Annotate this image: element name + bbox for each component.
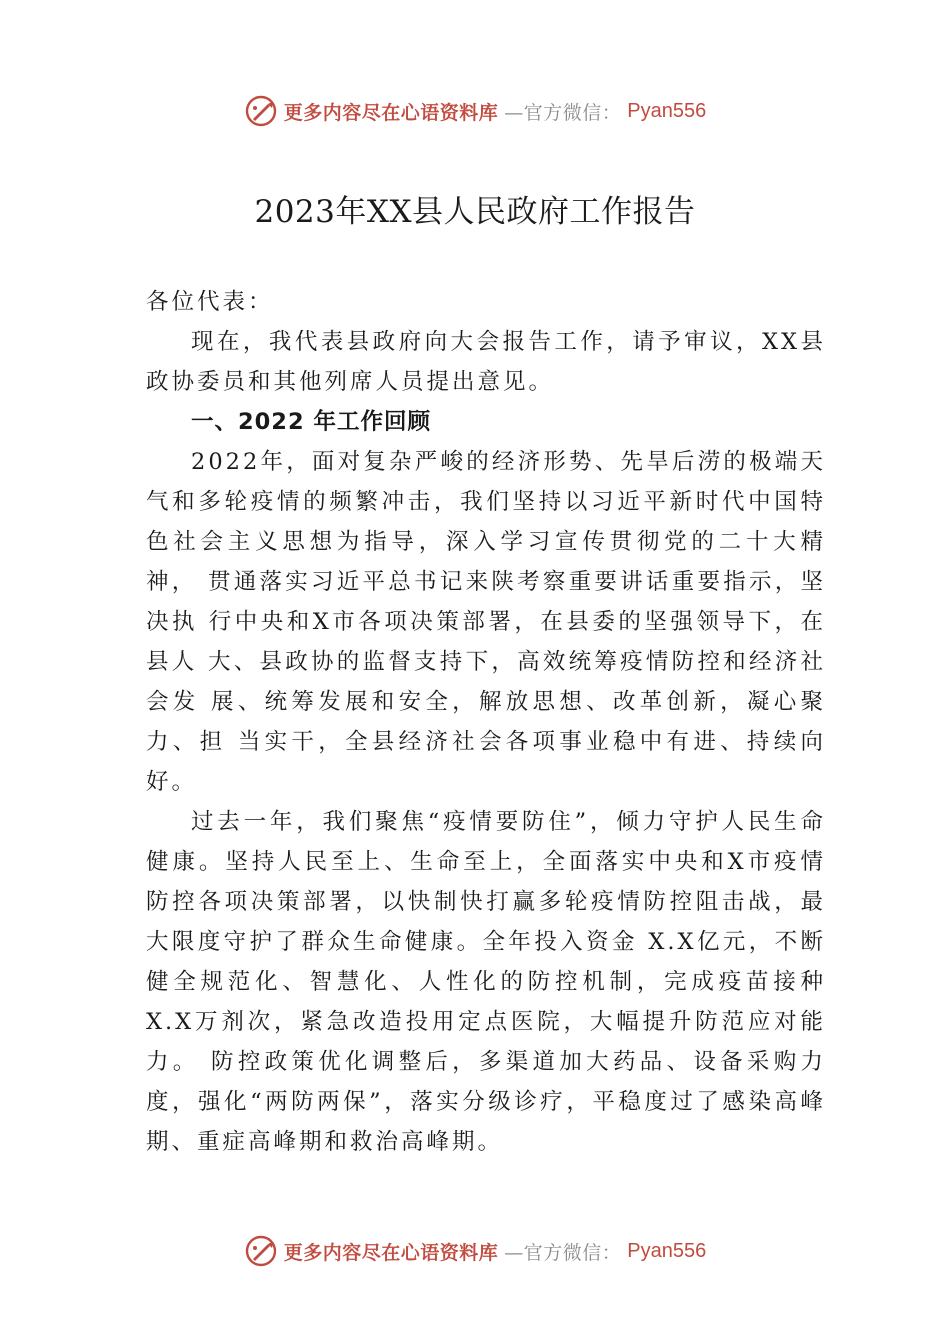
intro-paragraph: 现在，我代表县政府向大会报告工作，请予审议，XX县政协委员和其他列席人员提出意见。 bbox=[146, 329, 826, 395]
section-heading: 一、2022 年工作回顾 bbox=[191, 409, 431, 435]
watermark-contact-label: —官方微信： bbox=[504, 101, 622, 124]
document-title: 2023年XX县人民政府工作报告 bbox=[254, 194, 696, 230]
watermark-contact-label: —官方微信： bbox=[504, 1241, 622, 1264]
watermark-wechat-id: Pyan556 bbox=[627, 1239, 707, 1262]
document-body bbox=[146, 282, 826, 1162]
quill-logo-icon bbox=[244, 1234, 278, 1268]
watermark-text: 更多内容尽在心语资料库 bbox=[283, 1241, 499, 1264]
paragraph-2: 过去一年，我们聚焦“疫情要防住”，倾力守护人民生命健康。坚持人民至上、生命至上，全面落实中央和X市疫情防控各项决策部署，以快制快打赢多轮疫情防控阻击战，最大限度守护了群众生命健康。全年投入资金 X.X亿元，不断健全规范化、智慧化、人性化的防控机制，完成疫苗接种 X.X万剂次，紧急改造投用定点医院，大幅提升防范应对能力。 防控政策优化调整后，多渠道加大药品、设备采购力度，强化“两防两保”，落实分级诊疗，平稳度过了感染高峰期、重症高峰期和救治高峰期。 bbox=[146, 809, 826, 1155]
watermark-footer bbox=[0, 1234, 950, 1268]
watermark-header bbox=[0, 94, 950, 128]
salutation: 各位代表： bbox=[146, 289, 274, 315]
quill-logo-icon bbox=[244, 94, 278, 128]
watermark-wechat-id: Pyan556 bbox=[627, 99, 707, 122]
watermark-text: 更多内容尽在心语资料库 bbox=[283, 101, 499, 124]
paragraph-1: 2022年，面对复杂严峻的经济形势、先旱后涝的极端天气和多轮疫情的频繁冲击，我们坚持以习近平新时代中国特 色社会主义思想为指导，深入学习宣传贯彻党的二十大精神， 贯通落实习近平总书记来陕考察重要讲话重要指示，坚决执 行中央和X市各项决策部署，在县委的坚强领导下，在县人 大、县政协的监督支持下，高效统筹疫情防控和经济社会发 展、统筹发展和安全，解放思想、改革创新，凝心聚力、担 当实干，全县经济社会各项事业稳中有进、持续向好。 bbox=[146, 449, 826, 795]
